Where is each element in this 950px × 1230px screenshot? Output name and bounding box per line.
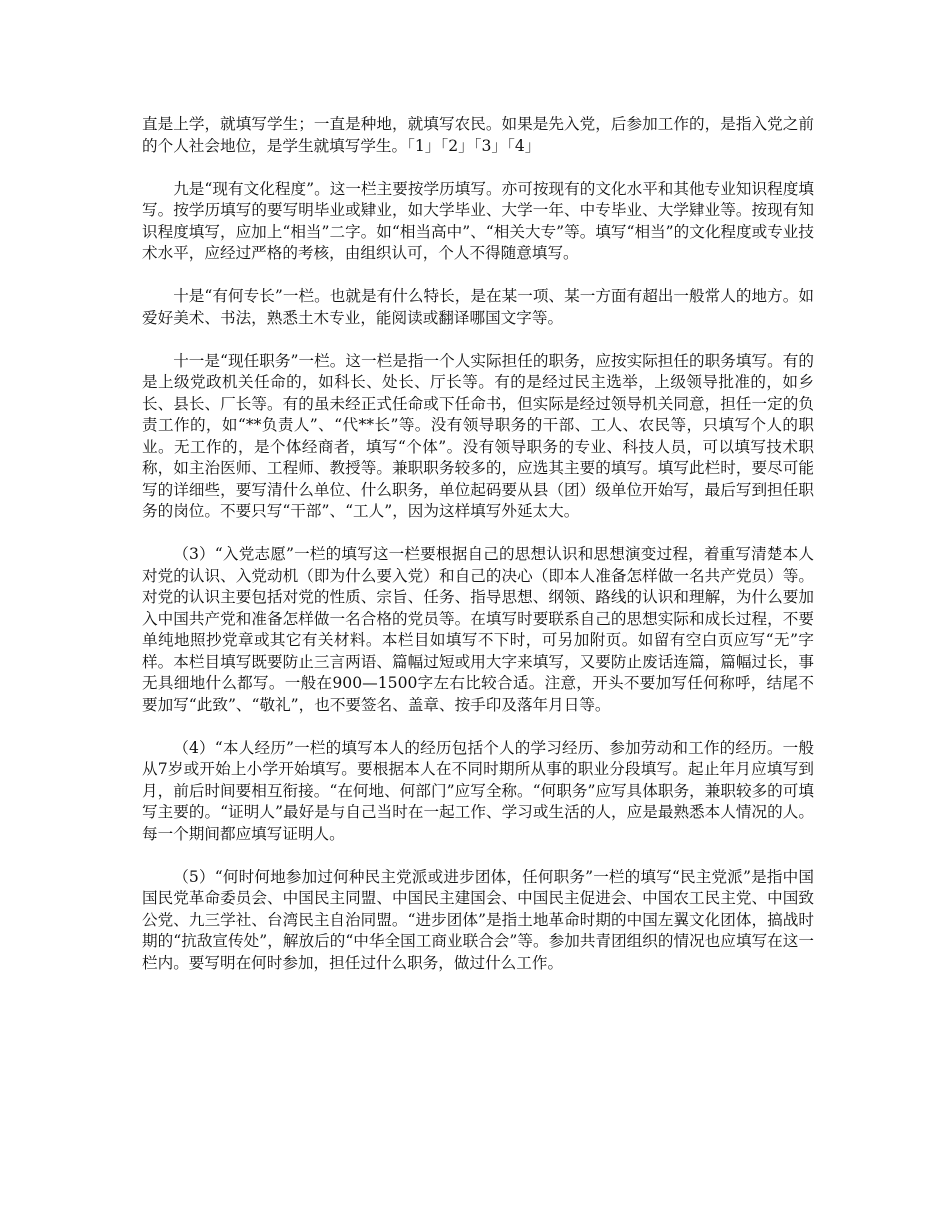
- paragraph-personal-history: （4）“本人经历”一栏的填写本人的经历包括个人的学习经历、参加劳动和工作的经历。一般从7岁或开始上小学开始填写。要根据本人在不同时期所从事的职业分段填写。起止年月应填写到月，前后时间要相互衔接。“在何地、何部门”应写全称。“何职务”应写具体职务，兼职较多的可填写主要的。“证明人”最好是与自己当时在一起工作、学习或生活的人，应是最熟悉本人情况的人。每一个期间都应填写证明人。: [142, 738, 814, 843]
- paragraph-special-skills: 十是“有何专长”一栏。也就是有什么特长，是在某一项、某一方面有超出一般常人的地方。如爱好美术、书法，熟悉土木专业，能阅读或翻译哪国文字等。: [142, 287, 814, 327]
- paragraph-democratic-parties: （5）“何时何地参加过何种民主党派或进步团体，任何职务”一栏的填写“民主党派”是指中国国民党革命委员会、中国民主同盟、中国民主建国会、中国民主促进会、中国农工民主党、中国致公党、九三学社、台湾民主自治同盟。“进步团体”是指土地革命时期的中国左翼文化团体，搞战时期的“抗敌宣传处”，解放后的“中华全国工商业联合会”等。参加共青团组织的情况也应填写在这一栏内。要写明在何时参加，担任过什么职务，做过什么工作。: [142, 867, 814, 972]
- document-page: [142, 114, 814, 996]
- paragraph-current-position: 十一是“现任职务”一栏。这一栏是指一个人实际担任的职务，应按实际担任的职务填写。有的是上级党政机关任命的，如科长、处长、厅长等。有的是经过民主选举，上级领导批准的，如乡长、县长、厂长等。有的虽未经正式任命或下任命书，但实际是经过领导机关同意，担任一定的负责工作的，如“**负责人”、“代**长”等。没有领导职务的干部、工人、农民等，只填写个人的职业。无工作的，是个体经商者，填写“个体”。没有领导职务的专业、科技人员，可以填写技术职称，如主治医师、工程师、教授等。兼职职务较多的，应选其主要的填写。填写此栏时，要尽可能写的详细些，要写清什么单位、什么职务，单位起码要从县（团）级单位开始写，最后写到担任职务的岗位。不要只写“干部”、“工人”，因为这样填写外延太大。: [142, 351, 814, 520]
- paragraph-education-level: 九是“现有文化程度”。这一栏主要按学历填写。亦可按现有的文化水平和其他专业知识程度填写。按学历填写的要写明毕业或肄业，如大学毕业、大学一年、中专毕业、大学肄业等。按现有知识程度填写，应加上“相当”二字。如“相当高中”、“相关大专”等。填写“相当”的文化程度或专业技术水平，应经过严格的考核，由组织认可，个人不得随意填写。: [142, 179, 814, 262]
- paragraph-party-aspiration: （3）“入党志愿”一栏的填写这一栏要根据自己的思想认识和思想演变过程，着重写清楚本人对党的认识、入党动机（即为什么要入党）和自己的决心（即本人准备怎样做一名共产党员）等。对党的认识主要包括对党的性质、宗旨、任务、指导思想、纲领、路线的认识和理解，为什么要加入中国共产党和准备怎样做一名合格的党员等。在填写时要联系自己的思想实际和成长过程，不要单纯地照抄党章或其它有关材料。本栏目如填写不下时，可另加附页。如留有空白页应写“无”字样。本栏目填写既要防止三言两语、篇幅过短或用大字来填写，又要防止废话连篇，篇幅过长，事无具细地什么都写。一般在900—1500字左右比较合适。注意，开头不要加写任何称呼，结尾不要加写“此致”、“敬礼”，也不要签名、盖章、按手印及落年月日等。: [142, 545, 814, 714]
- paragraph-occupation-status: 直是上学，就填写学生；一直是种地，就填写农民。如果是先入党，后参加工作的，是指入党之前的个人社会地位，是学生就填写学生。「1」「2」「3」「4」: [142, 115, 814, 155]
